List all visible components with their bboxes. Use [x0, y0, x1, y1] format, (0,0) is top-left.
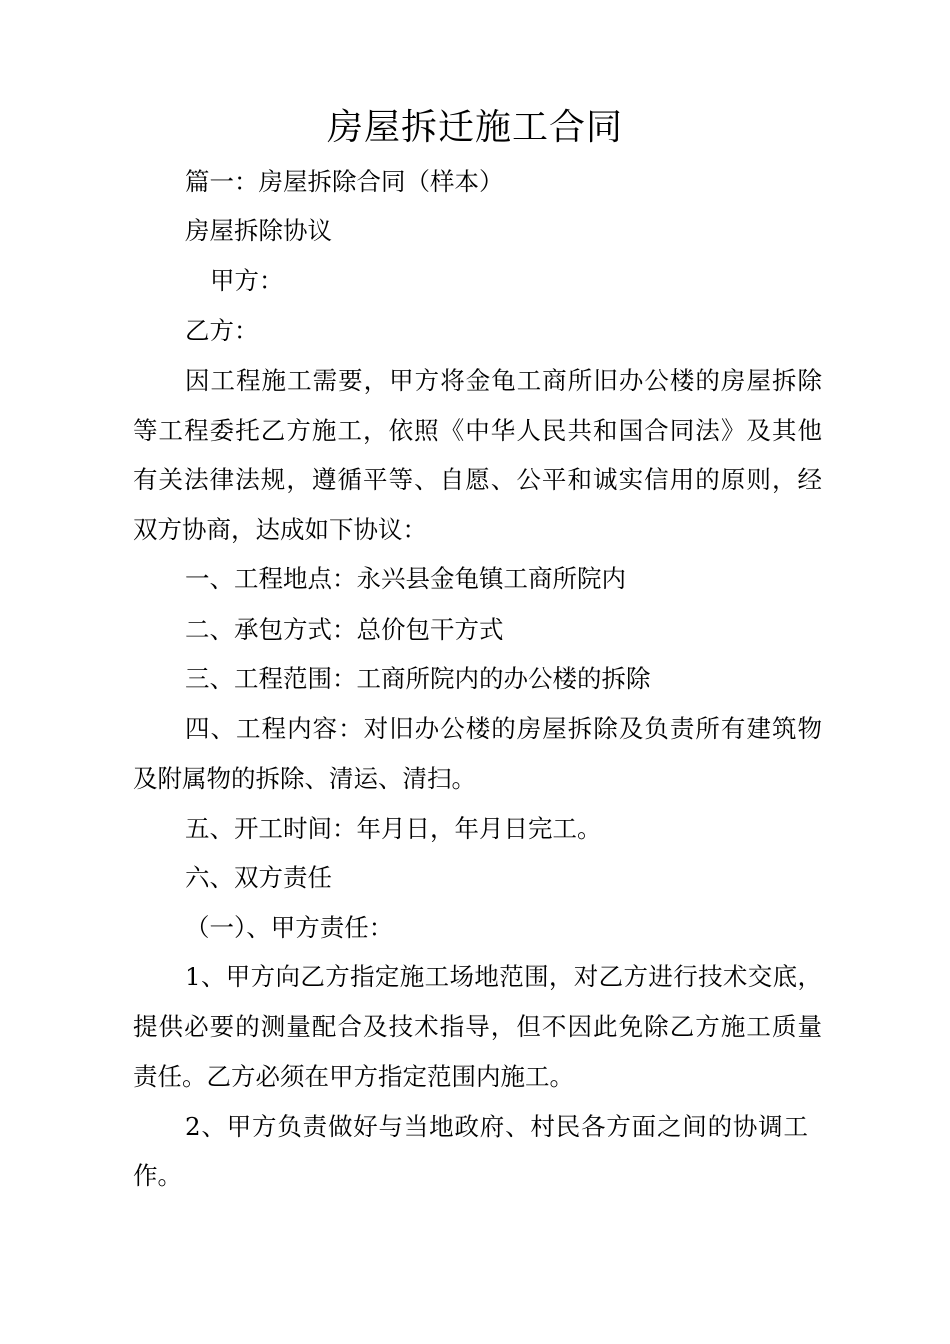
paragraph-line: 等工程委托乙方施工，依照《中华人民共和国合同法》及其他	[133, 416, 822, 445]
paragraph-line: 作。	[133, 1161, 182, 1190]
paragraph-line: 甲方：	[210, 266, 284, 295]
paragraph-line: 提供必要的测量配合及技术指导，但不因此免除乙方施工质量	[133, 1012, 822, 1041]
document-title: 房屋拆迁施工合同	[326, 107, 623, 148]
paragraph-line: 2、甲方负责做好与当地政府、村民各方面之间的协调工	[185, 1112, 808, 1141]
paragraph-line: 责任。乙方必须在甲方指定范围内施工。	[133, 1062, 574, 1091]
paragraph-line: 因工程施工需要，甲方将金龟工商所旧办公楼的房屋拆除	[185, 366, 822, 395]
paragraph-line: 房屋拆除协议	[185, 216, 332, 245]
paragraph-line: 一、工程地点：永兴县金龟镇工商所院内	[185, 564, 626, 593]
paragraph-line: 二、承包方式：总价包干方式	[185, 615, 504, 644]
paragraph-line: 三、工程范围：工商所院内的办公楼的拆除	[185, 664, 651, 693]
paragraph-line: 六、双方责任	[185, 863, 332, 892]
paragraph-line: 五、开工时间：年月日，年月日完工。	[185, 814, 602, 843]
paragraph-line: 篇一：房屋拆除合同（样本）	[185, 167, 504, 196]
paragraph-line: 双方协商，达成如下协议：	[133, 515, 427, 544]
paragraph-line: 乙方：	[185, 316, 259, 345]
paragraph-line: （一）、甲方责任：	[185, 913, 394, 942]
paragraph-line: 四、工程内容：对旧办公楼的房屋拆除及负责所有建筑物	[185, 714, 822, 743]
paragraph-line: 1、甲方向乙方指定施工场地范围，对乙方进行技术交底，	[185, 962, 822, 991]
paragraph-line: 有关法律法规，遵循平等、自愿、公平和诚实信用的原则，经	[133, 465, 822, 494]
paragraph-line: 及附属物的拆除、清运、清扫。	[133, 764, 476, 793]
